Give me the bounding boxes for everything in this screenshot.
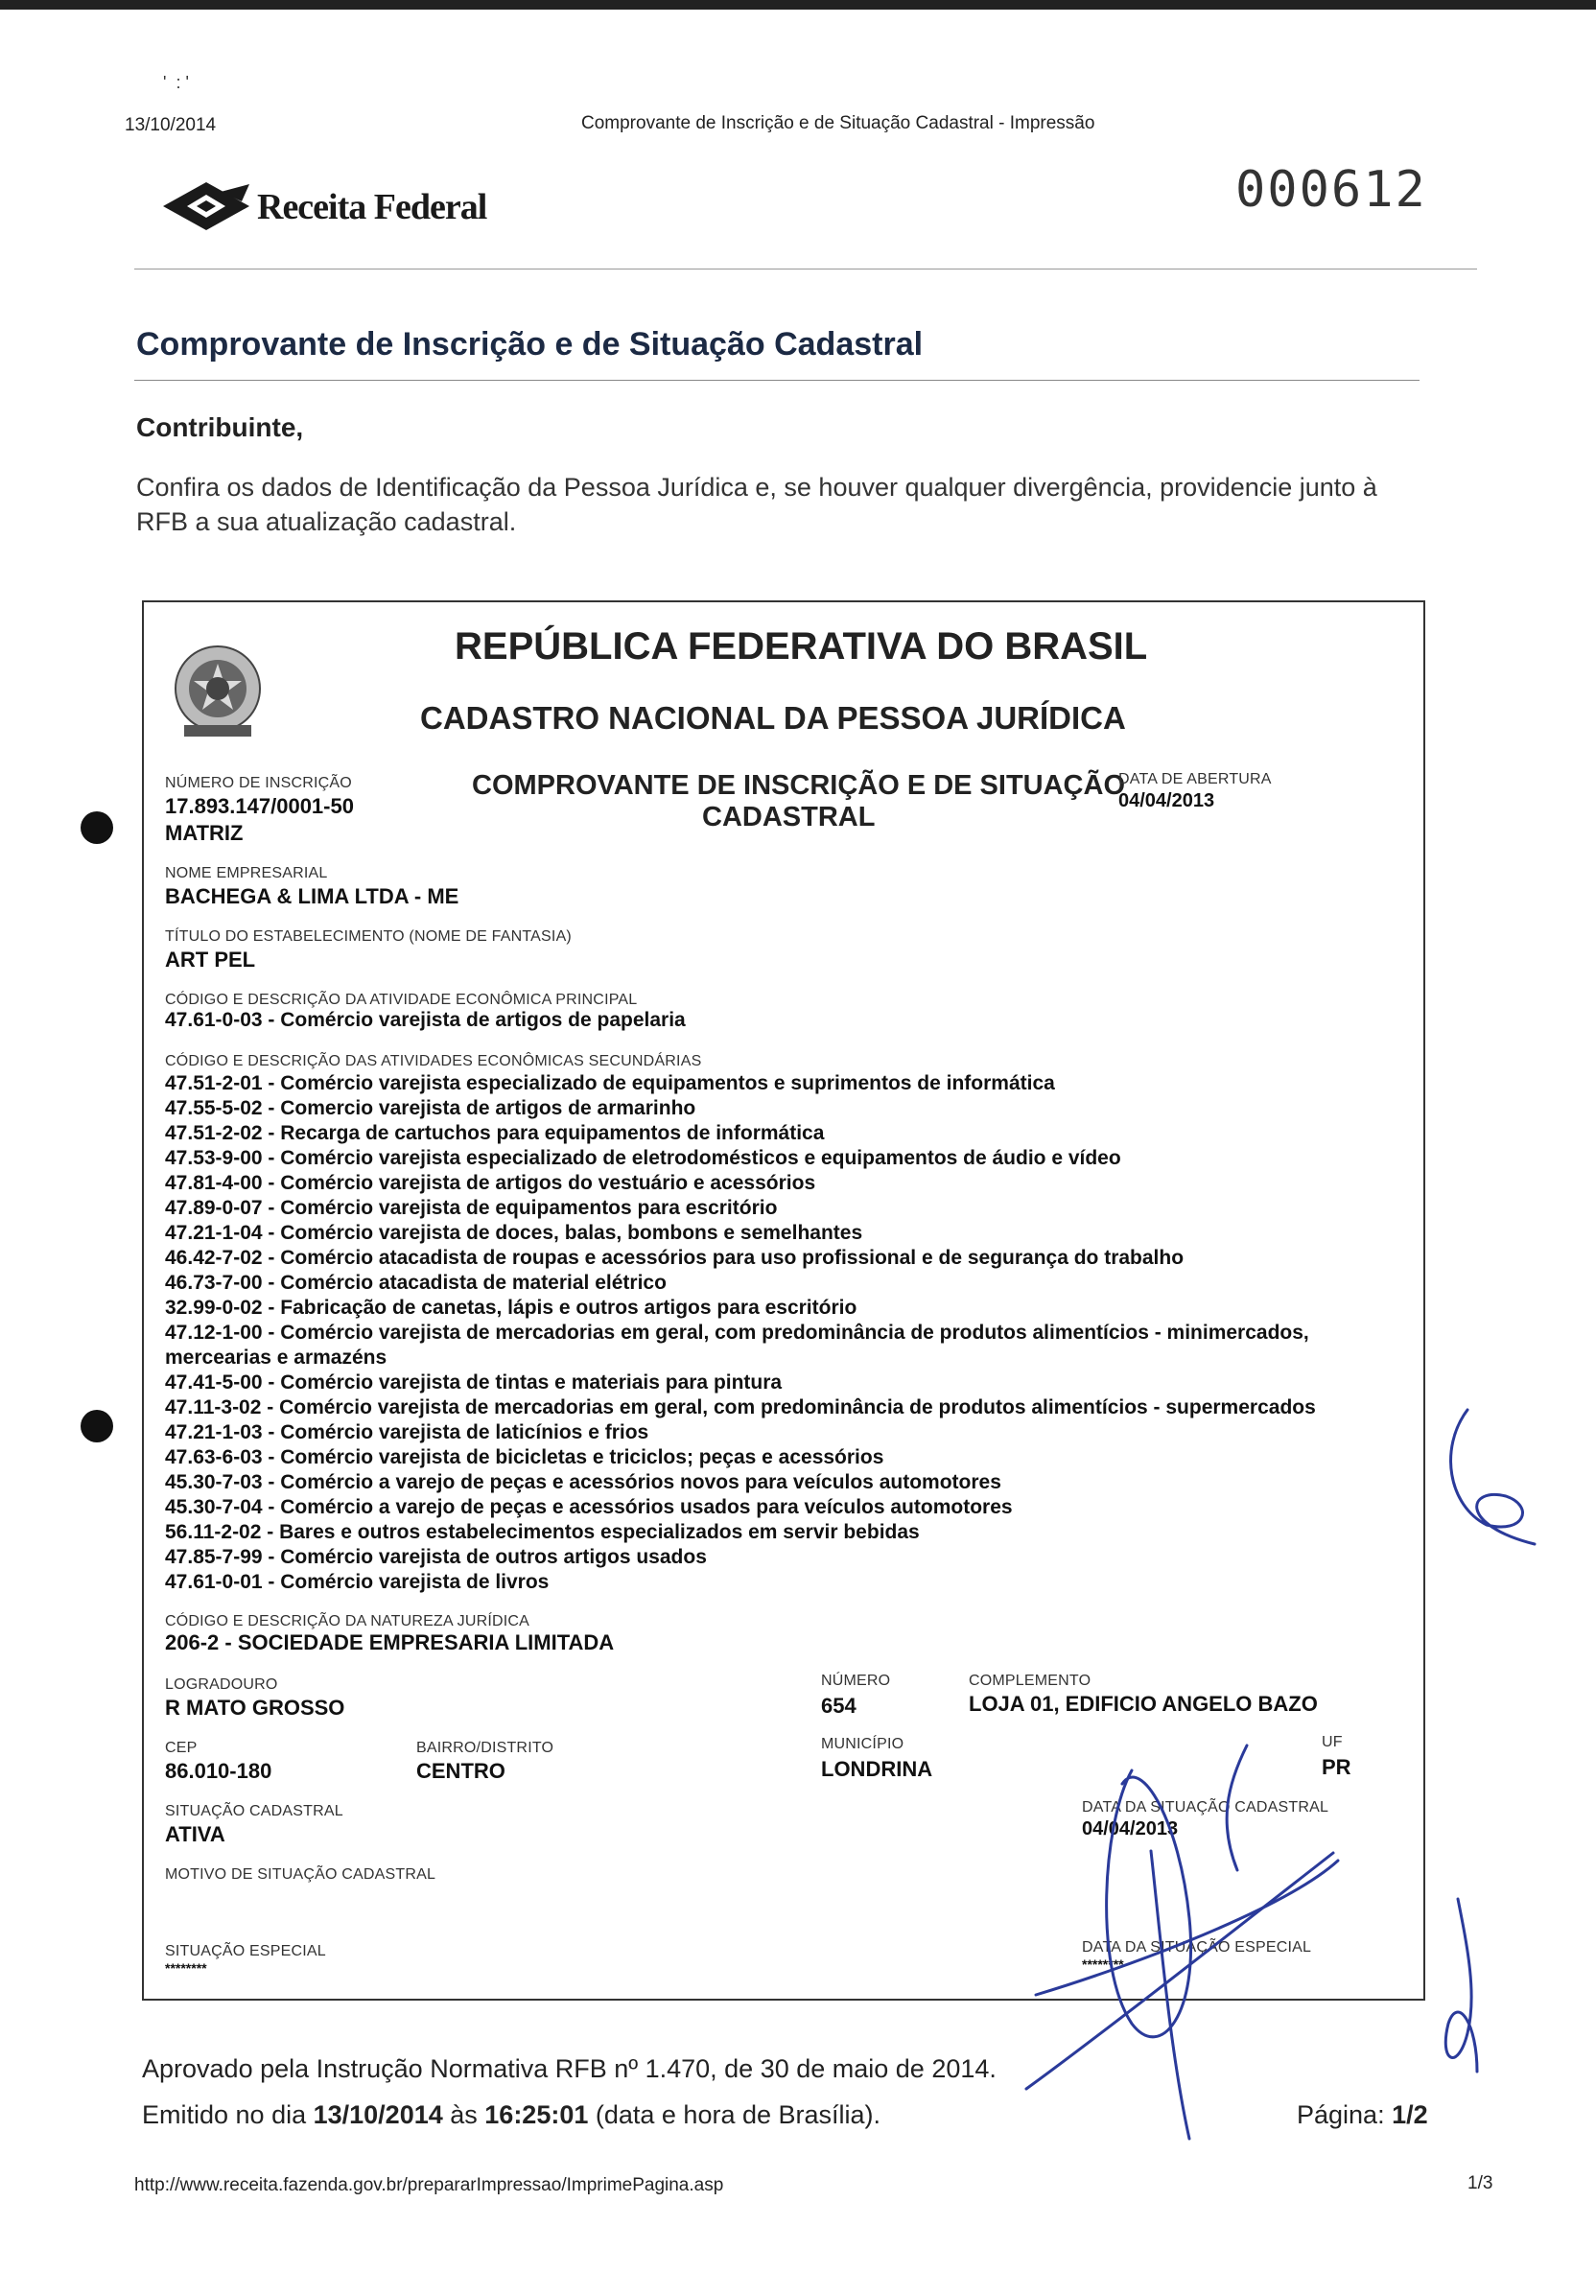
document-title-line1: COMPROVANTE DE INSCRIÇÃO E DE SITUAÇÃO xyxy=(472,770,1126,801)
uf-label: UF xyxy=(1322,1734,1343,1750)
stamp-number: 000612 xyxy=(1235,161,1427,219)
approval-note: Aprovado pela Instrução Normativa RFB nº 1.470, de 30 de maio de 2014. xyxy=(142,2054,997,2083)
titulo-estabelecimento-value: ART PEL xyxy=(165,948,256,972)
list-item: 47.11-3-02 - Comércio varejista de mercadorias em geral, com predominância de produtos alimentícios - supermercados xyxy=(165,1396,1316,1418)
list-item: 47.85-7-99 - Comércio varejista de outros artigos usados xyxy=(165,1546,707,1568)
complemento-label: COMPLEMENTO xyxy=(969,1673,1091,1689)
coat-of-arms-icon xyxy=(165,641,270,746)
titulo-estabelecimento-label: TÍTULO DO ESTABELECIMENTO (NOME DE FANTASIA) xyxy=(165,928,572,945)
situacao-cadastral-label: SITUAÇÃO CADASTRAL xyxy=(165,1803,343,1819)
print-url: http://www.receita.fazenda.gov.br/prepararImpressao/ImprimePagina.asp xyxy=(134,2175,724,2195)
nome-empresarial-label: NOME EMPRESARIAL xyxy=(165,865,328,881)
numero-label: NÚMERO xyxy=(821,1673,891,1689)
bairro-label: BAIRRO/DISTRITO xyxy=(416,1740,554,1756)
atividades-secundarias-label: CÓDIGO E DESCRIÇÃO DAS ATIVIDADES ECONÔMICAS SECUNDÁRIAS xyxy=(165,1053,702,1069)
list-item: 47.61-0-01 - Comércio varejista de livros xyxy=(165,1571,550,1593)
list-item: 46.42-7-02 - Comércio atacadista de roupas e acessórios para uso profissional e de segurança do trabalho xyxy=(165,1247,1185,1269)
logradouro-value: R MATO GROSSO xyxy=(165,1696,345,1720)
numero-value: 654 xyxy=(821,1694,857,1718)
intro-text: Confira os dados de Identificação da Pessoa Jurídica e, se houver qualquer divergência, providencie junto à RFB a sua atualização cadastral. xyxy=(136,473,1377,536)
list-item: 47.81-4-00 - Comércio varejista de artigos do vestuário e acessórios xyxy=(165,1172,816,1194)
logradouro-label: LOGRADOURO xyxy=(165,1676,278,1693)
scan-marks: ' : ' xyxy=(163,73,189,92)
list-item: 32.99-0-02 - Fabricação de canetas, lápis e outros artigos para escritório xyxy=(165,1297,857,1319)
data-abertura-value: 04/04/2013 xyxy=(1118,790,1215,811)
uf-value: PR xyxy=(1322,1755,1351,1779)
atividade-principal-value: 47.61-0-03 - Comércio varejista de artigos de papelaria xyxy=(165,1009,686,1031)
data-abertura-label: DATA DE ABERTURA xyxy=(1118,771,1272,787)
cep-value: 86.010-180 xyxy=(165,1759,272,1783)
data-situacao-especial-value: ******** xyxy=(1082,1956,1124,1972)
atividade-principal-label: CÓDIGO E DESCRIÇÃO DA ATIVIDADE ECONÔMICA PRINCIPAL xyxy=(165,992,638,1008)
matriz-value: MATRIZ xyxy=(165,821,244,845)
situacao-cadastral-value: ATIVA xyxy=(165,1822,225,1846)
emission-suffix: (data e hora de Brasília). xyxy=(588,2100,881,2129)
complemento-value: LOJA 01, EDIFICIO ANGELO BAZO xyxy=(969,1692,1318,1716)
list-item: 47.55-5-02 - Comercio varejista de artigos de armarinho xyxy=(165,1097,696,1119)
emission-mid: às xyxy=(442,2100,485,2129)
list-item: 47.21-1-04 - Comércio varejista de doces, balas, bombons e semelhantes xyxy=(165,1222,863,1244)
nome-empresarial-value: BACHEGA & LIMA LTDA - ME xyxy=(165,884,459,908)
certificate-heading: REPÚBLICA FEDERATIVA DO BRASIL xyxy=(455,625,1148,668)
print-header-title: Comprovante de Inscrição e de Situação Cadastral - Impressão xyxy=(581,113,1095,133)
title-divider xyxy=(134,380,1420,381)
data-situacao-cadastral-label: DATA DA SITUAÇÃO CADASTRAL xyxy=(1082,1799,1329,1816)
natureza-juridica-value: 206-2 - SOCIEDADE EMPRESARIA LIMITADA xyxy=(165,1630,615,1654)
page-indicator xyxy=(1297,2100,1428,2130)
emission-prefix: Emitido no dia xyxy=(142,2100,314,2129)
greeting: Contribuinte, xyxy=(136,412,304,442)
bairro-value: CENTRO xyxy=(416,1759,505,1783)
page-label: Página: xyxy=(1297,2100,1393,2129)
certificate-subheading: CADASTRO NACIONAL DA PESSOA JURÍDICA xyxy=(420,700,1126,736)
scan-top-edge xyxy=(0,0,1596,10)
municipio-label: MUNICÍPIO xyxy=(821,1736,904,1752)
list-item: 47.53-9-00 - Comércio varejista especializado de eletrodomésticos e equipamentos de áudio e vídeo xyxy=(165,1147,1121,1169)
list-item: 47.51-2-02 - Recarga de cartuchos para equipamentos de informática xyxy=(165,1122,825,1144)
punch-hole xyxy=(81,811,113,844)
emission-note xyxy=(142,2100,880,2130)
municipio-value: LONDRINA xyxy=(821,1757,933,1781)
data-situacao-cadastral-value: 04/04/2013 xyxy=(1082,1818,1179,1839)
natureza-juridica-label: CÓDIGO E DESCRIÇÃO DA NATUREZA JURÍDICA xyxy=(165,1613,529,1629)
logo-text: Receita Federal xyxy=(257,187,487,227)
situacao-especial-value: ******** xyxy=(165,1960,207,1976)
print-page-count: 1/3 xyxy=(1467,2173,1493,2193)
list-item: 47.12-1-00 - Comércio varejista de mercadorias em geral, com predominância de produtos alimentícios - minimercados, xyxy=(165,1322,1309,1344)
list-item: 47.63-6-03 - Comércio varejista de bicicletas e triciclos; peças e acessórios xyxy=(165,1446,884,1468)
list-item: 47.41-5-00 - Comércio varejista de tintas e materiais para pintura xyxy=(165,1371,783,1394)
list-item: 47.89-0-07 - Comércio varejista de equipamentos para escritório xyxy=(165,1197,778,1219)
list-item: 46.73-7-00 - Comércio atacadista de material elétrico xyxy=(165,1272,667,1294)
emission-date: 13/10/2014 xyxy=(313,2100,443,2129)
punch-hole xyxy=(81,1410,113,1442)
page-value: 1/2 xyxy=(1392,2100,1428,2129)
print-date: 13/10/2014 xyxy=(125,115,217,135)
list-item: 47.21-1-03 - Comércio varejista de laticínios e frios xyxy=(165,1421,649,1443)
list-item: mercearias e armazéns xyxy=(165,1347,387,1369)
emission-time: 16:25:01 xyxy=(484,2100,589,2129)
list-item: 45.30-7-03 - Comércio a varejo de peças e acessórios novos para veículos automotores xyxy=(165,1471,1001,1493)
motivo-situacao-label: MOTIVO DE SITUAÇÃO CADASTRAL xyxy=(165,1866,436,1883)
page-title: Comprovante de Inscrição e de Situação Cadastral xyxy=(136,326,924,363)
list-item: 45.30-7-04 - Comércio a varejo de peças e acessórios usados para veículos automotores xyxy=(165,1496,1013,1518)
list-item: 47.51-2-01 - Comércio varejista especializado de equipamentos e suprimentos de informática xyxy=(165,1072,1055,1094)
list-item: 56.11-2-02 - Bares e outros estabelecimentos especializados em servir bebidas xyxy=(165,1521,920,1543)
numero-inscricao-label: NÚMERO DE INSCRIÇÃO xyxy=(165,775,352,791)
cep-label: CEP xyxy=(165,1740,198,1756)
numero-inscricao-value: 17.893.147/0001-50 xyxy=(165,794,354,818)
document-title-line2: CADASTRAL xyxy=(702,802,876,832)
data-situacao-especial-label: DATA DA SITUAÇÃO ESPECIAL xyxy=(1082,1939,1312,1956)
situacao-especial-label: SITUAÇÃO ESPECIAL xyxy=(165,1943,326,1959)
